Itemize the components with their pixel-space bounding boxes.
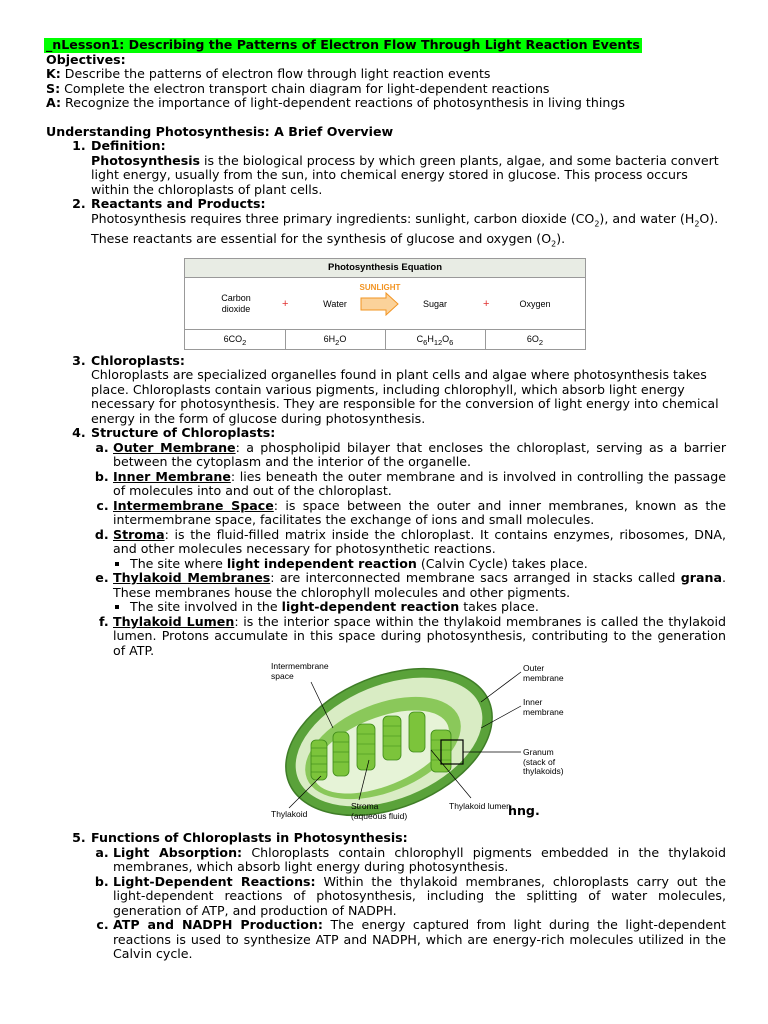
section-structure: 4. Structure of Chloroplasts: a. Outer Membrane: a phospholipid bilayer that encloses the chloroplast, serving as a barrier between the cytoplasm and the interior of the organelle. b. Inner Membrane: lies beneath the outer membrane and is involved in controlling the passage of molecules into and out of the chloroplast. c. Intermembrane Space: is space between the outer and inner membranes, known as the intermembrane space, facilitates the exchange of ions and small molecules. d. Stroma: is the fluid-filled matrix inside the chloroplast. It contains enzymes, ribosomes, DNA, and other molecules necessary for photosynthetic reactions. ▪ The site where light independent reaction (Calvin Cycle) takes place. e. Thylakoid Membranes: are interconnected membrane sacs arranged in stacks called grana. These membranes house the chlorophyll molecules and other pigments. ▪ The site involved in the light-dependent reaction takes place. f. Thylakoid Lumen: is the interior space within the thylakoid membranes is called the thylakoid lumen. Protons accumulate in this space during photosynthesis, contributing to the generation of ATP. Intermembrane space Outer membrane Inner membrane Granum (stack of thylakoids) Thylakoid Stroma (aqueous fluid) Thylakoid lumen [90,426,726,825]
structure-thylakoid-lumen: f. Thylakoid Lumen: is the interior space within the thylakoid membranes is called the thylakoid lumen. Protons accumulate in this space during photosynthesis, contributing to the generation of ATP. [113,615,726,659]
reactants-text-2: These reactants are essential for the synthesis of glucose and oxygen $(O_2)$. [91,230,566,249]
lesson-title: _nLesson1: Describing the Patterns of Electron Flow Through Light Reaction Events [46,37,640,52]
functions-list [91,846,726,962]
structure-stroma: d. Stroma: is the fluid-filled matrix inside the chloroplast. It contains enzymes, ribosomes, DNA, and other molecules necessary for photosynthetic reactions. ▪ The site where light independent reaction (Calvin Cycle) takes place. [113,528,726,572]
label-granum: Granum (stack of thylakoids) [523,747,564,777]
overview-list [46,139,726,962]
label-carbon-dioxide: Carbon dioxide [221,292,251,314]
section-reactants: 2. Reactants and Products: Photosynthesis requires three primary ingredients: sunlight, carbon dioxide $(CO_2)$, and water $(H_2O)$. These reactants are essential for the synthesis of glucose and oxygen $(O_2)$. Photosynthesis Equation Carbon dioxide + Water SUNLIGHT Sugar + Oxygen $6CO_2$ $6H_2O$ $C_6H_{12}O_6$ $6O_2$ [90,197,726,350]
stroma-bullet: ▪ The site where light independent reaction (Calvin Cycle) takes place. [130,557,726,572]
document-page [46,38,726,962]
label-stroma: Stroma (aqueous fluid) [351,801,408,821]
label-inner-membrane: Inner membrane [523,697,564,717]
label-thylakoid-lumen: Thylakoid lumen [449,801,511,812]
objective-a: A: Recognize the importance of light-dependent reactions of photosynthesis in living things [46,95,625,110]
label-sunlight: SUNLIGHT [359,282,401,292]
objectives-heading: Objectives: [46,51,126,67]
label-thylakoid: Thylakoid [271,809,308,820]
label-intermembrane-space: Intermembrane space [271,661,329,681]
structure-outer-membrane: a. Outer Membrane: a phospholipid bilayer that encloses the chloroplast, serving as a barrier between the cytoplasm and the interior of the organelle. [113,441,726,470]
structure-thylakoid-membranes: e. Thylakoid Membranes: are interconnected membrane sacs arranged in stacks called grana. These membranes house the chlorophyll molecules and other pigments. ▪ The site involved in the light-dependent reaction takes place. [113,571,726,615]
photosynthesis-equation-figure [184,258,586,350]
plus-sign: + [282,297,289,310]
section-definition: 1. Definition: Photosynthesis is the biological process by which green plants, algae, and some bacteria convert light energy, usually from the sun, into chemical energy stored in glucose. This process occurs within the chloroplasts of plant cells. [90,139,726,197]
chloroplasts-text: Chloroplasts are specialized organelles found in plant cells and algae where photosynthesis takes place. Chloroplasts contain various pigments, including chlorophyll, which absorb light energy necessary for photosynthesis. They are responsible for the conversion of light energy into chemical energy in the form of glucose during photosynthesis. [91,367,719,426]
arrow-icon [360,292,400,316]
objective-k: K: Describe the patterns of electron flow through light reaction events [46,66,491,81]
label-oxygen: Oxygen [519,298,551,309]
stray-text: hng. [508,803,540,818]
definition-text: Photosynthesis is the biological process by which green plants, algae, and some bacteria convert light energy, usually from the sun, into chemical energy stored in glucose. This process occurs within the chloroplasts of plant cells. [91,152,719,197]
formula-co2: $6CO_2$ [185,330,286,349]
function-light-absorption: a. Light Absorption: Chloroplasts contain chlorophyll pigments embedded in the thylakoid membranes, which absorb light energy during photosynthesis. [113,846,726,875]
chloroplast-diagram [271,660,571,825]
equation-title: Photosynthesis Equation [185,259,585,278]
formula-row [185,329,585,349]
overview-heading: Understanding Photosynthesis: A Brief Overview [46,123,394,139]
reactants-text: Photosynthesis requires three primary ingredients: sunlight, carbon dioxide $(CO_2)$, and water $(H_2O)$. [91,210,719,229]
structure-inner-membrane: b. Inner Membrane: lies beneath the outer membrane and is involved in controlling the passage of molecules into and out of the chloroplast. [113,470,726,499]
function-light-dependent: b. Light-Dependent Reactions: Within the thylakoid membranes, chloroplasts carry out the light-dependent reactions of photosynthesis, including the splitting of water molecules, generation of ATP, and production of NADPH. [113,875,726,919]
function-atp-nadph: c. ATP and NADPH Production: The energy captured from light during the light-dependent reactions is used to synthesize ATP and NADPH, which are energy-rich molecules utilized in the Calvin cycle. [113,918,726,962]
label-water: Water [323,298,347,309]
section-chloroplasts: 3. Chloroplasts: Chloroplasts are specialized organelles found in plant cells and algae where photosynthesis takes place. Chloroplasts contain various pigments, including chlorophyll, which absorb light energy necessary for photosynthesis. They are responsible for the conversion of light energy into chemical energy in the form of glucose during photosynthesis. [90,354,726,427]
chloroplast-illustration [271,660,571,825]
formula-o2: $6O_2$ [526,333,544,347]
section-functions: 5. Functions of Chloroplasts in Photosynthesis: a. Light Absorption: Chloroplasts contain chlorophyll pigments embedded in the thylakoid membranes, which absorb light energy during photosynthesis. b. Light-Dependent Reactions: Within the thylakoid membranes, chloroplasts carry out the light-dependent reactions of photosynthesis, including the splitting of water molecules, generation of ATP, and production of NADPH. c. ATP and NADPH Production: The energy captured from light during the light-dependent reactions is used to synthesize ATP and NADPH, which are energy-rich molecules utilized in the Calvin cycle. [90,831,726,962]
structure-intermembrane-space: c. Intermembrane Space: is space between the outer and inner membranes, known as the intermembrane space, facilitates the exchange of ions and small molecules. [113,499,726,528]
label-outer-membrane: Outer membrane [523,663,564,683]
thylakoid-bullets [113,600,726,615]
label-sugar: Sugar [422,298,448,309]
thylakoid-bullet: ▪ The site involved in the light-dependent reaction takes place. [130,600,726,615]
formula-glucose: $C_6H_{12}O_6$ [385,330,486,349]
stroma-bullets [113,557,726,572]
formula-h2o: $6H_2O$ [285,330,386,349]
plus-sign: + [483,297,490,310]
structure-list [91,441,726,659]
objective-s: S: Complete the electron transport chain diagram for light-dependent reactions [46,80,550,96]
